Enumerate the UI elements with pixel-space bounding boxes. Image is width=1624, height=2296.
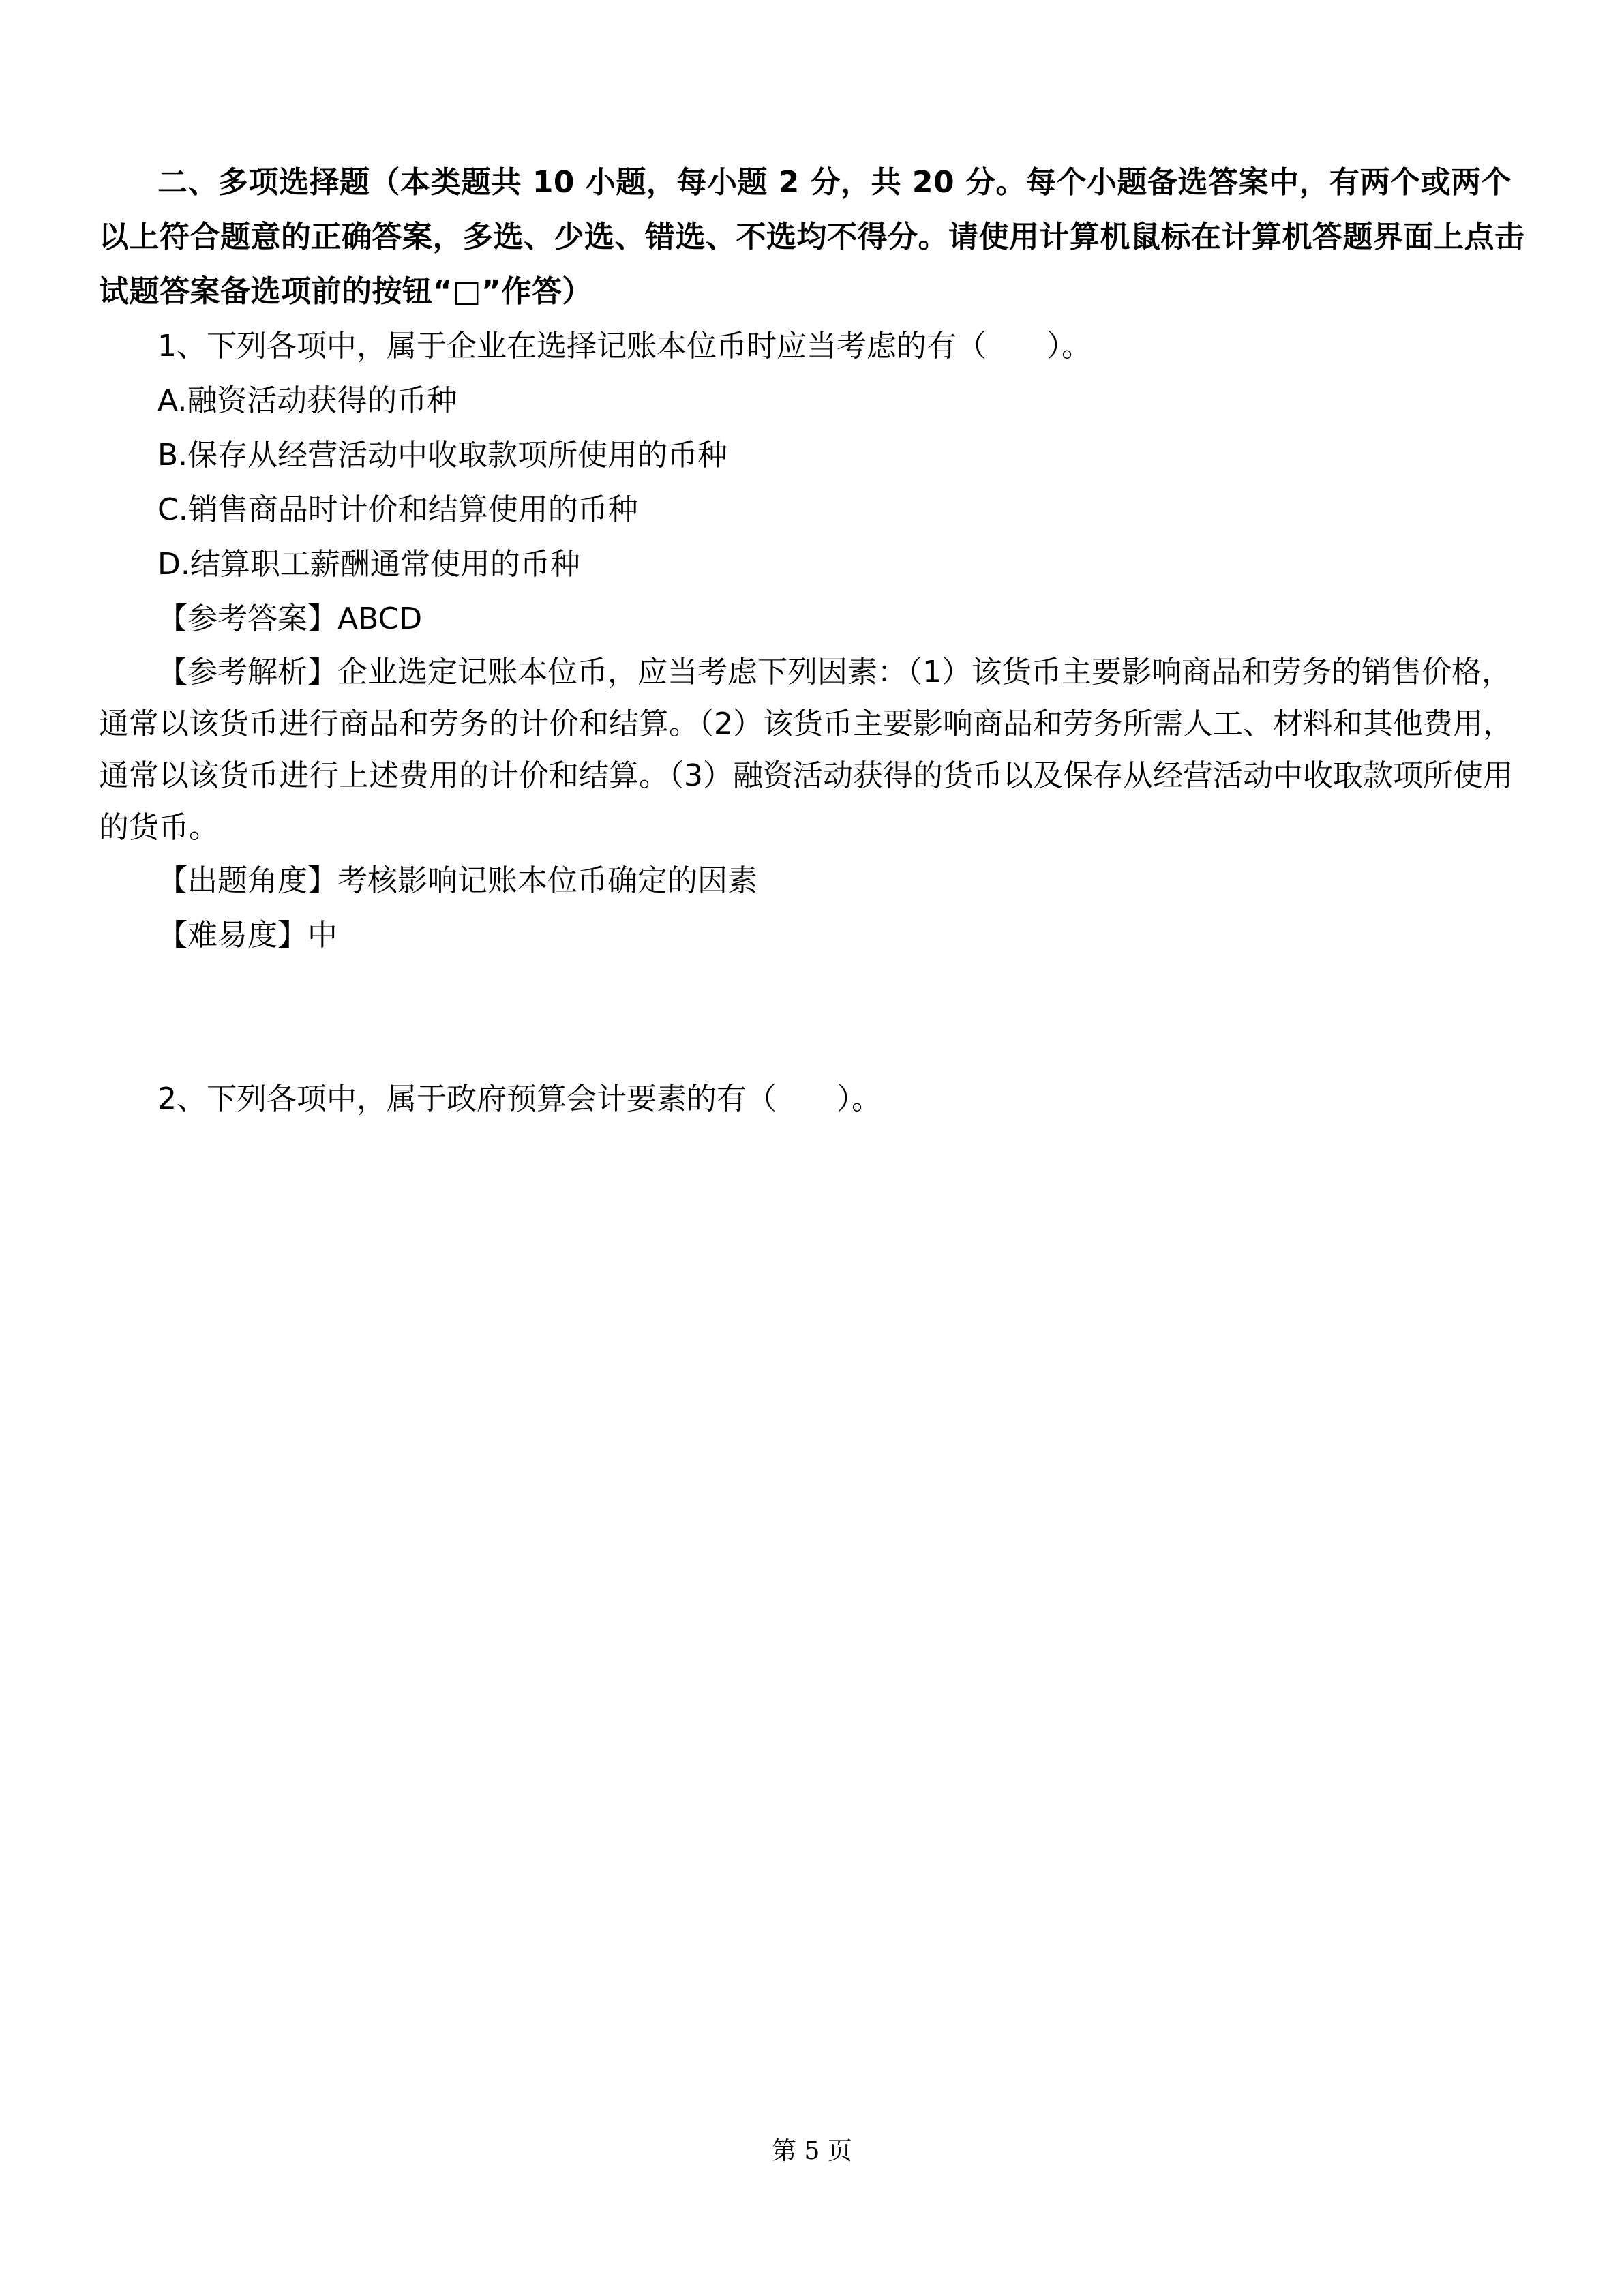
- question-stem: 2、下列各项中，属于政府预算会计要素的有（ ）。: [157, 1082, 882, 1116]
- option-c: C.销售商品时计价和结算使用的币种: [157, 492, 638, 527]
- spacer: [99, 963, 1531, 1072]
- question-angle: 【出题角度】考核影响记账本位币确定的因素: [157, 863, 757, 898]
- option-b: B.保存从经营活动中收取款项所使用的币种: [157, 438, 728, 473]
- question-1: [99, 319, 1531, 963]
- option-a: A.融资活动获得的币种: [157, 383, 457, 418]
- page-number: 第 5 页: [772, 2137, 852, 2165]
- question-2: [99, 1072, 1531, 1127]
- reference-answer: 【参考答案】ABCD: [157, 601, 423, 636]
- section-heading: 二、多项选择题（本类题共 10 小题，每小题 2 分，共 20 分。每个小题备选答案中，有两个或两个以上符合题意的正确答案，多选、少选、错选、不选均不得分。请使用计算机鼠标在计算机答题界面上点击试题答案备选项前的按钮“□”作答）: [99, 165, 1525, 309]
- difficulty-level: 【难易度】中: [157, 918, 337, 953]
- option-d: D.结算职工薪酬通常使用的币种: [157, 547, 580, 582]
- page-content: [99, 155, 1531, 1127]
- reference-analysis: 【参考解析】企业选定记账本位币，应当考虑下列因素：（1）该货币主要影响商品和劳务的销售价格，通常以该货币进行商品和劳务的计价和结算。（2）该货币主要影响商品和劳务所需人工、材料和其他费用，通常以该货币进行上述费用的计价和结算。（3）融资活动获得的货币以及保存从经营活动中收取款项所使用的货币。: [99, 655, 1513, 845]
- question-stem: 1、下列各项中，属于企业在选择记账本位币时应当考虑的有（ ）。: [157, 329, 1092, 363]
